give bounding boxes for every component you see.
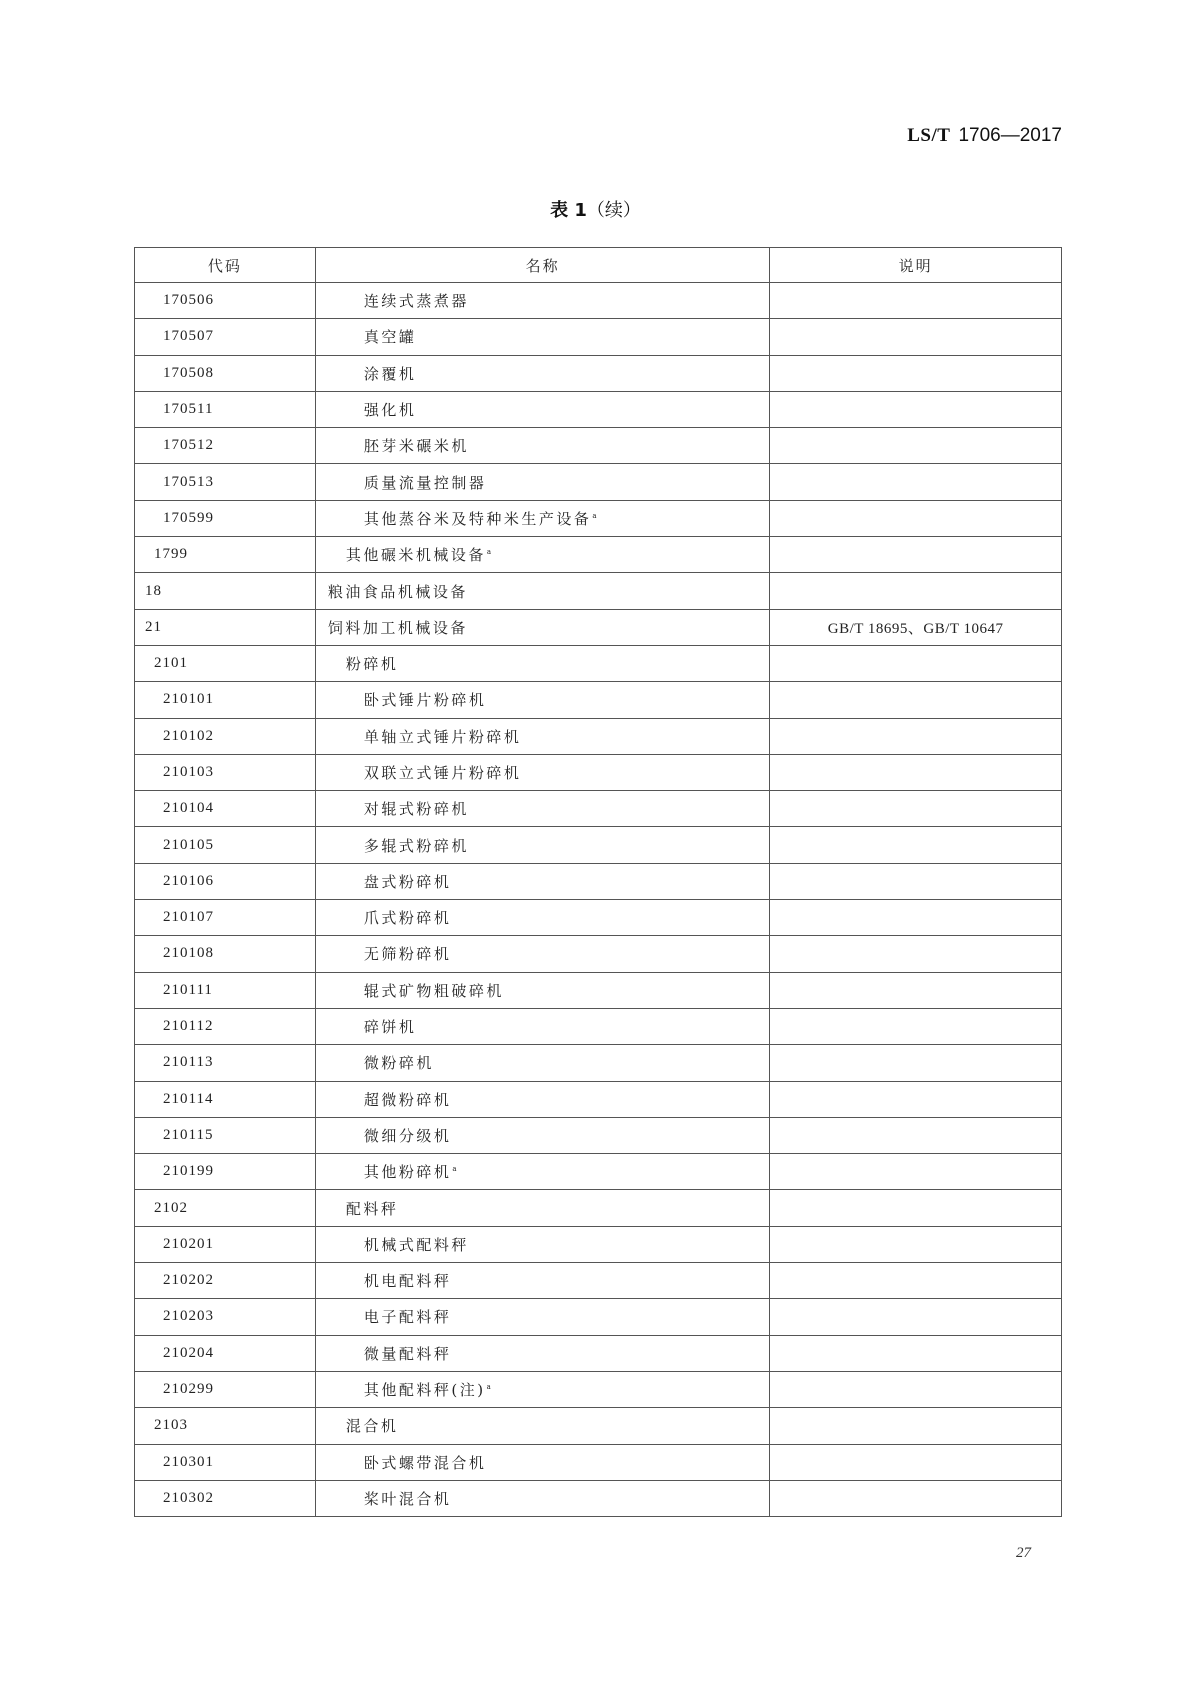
cell-name	[315, 1081, 769, 1117]
cell-note	[770, 428, 1062, 464]
table-row	[135, 863, 1062, 899]
table-row	[135, 464, 1062, 500]
cell-note	[770, 863, 1062, 899]
cell-code: 210204	[135, 1335, 316, 1371]
cell-name-text: 双联立式锤片粉碎机	[363, 764, 522, 782]
table-row	[135, 900, 1062, 936]
table-row	[135, 1335, 1062, 1371]
cell-note	[770, 464, 1062, 500]
cell-name	[315, 500, 769, 536]
cell-name	[315, 863, 769, 899]
table-row	[135, 1444, 1062, 1480]
cell-name	[315, 718, 769, 754]
cell-name-text: 配料秤	[345, 1199, 399, 1218]
cell-note	[770, 1371, 1062, 1407]
cell-code: 210302	[135, 1480, 316, 1516]
column-header-name: 名称	[315, 248, 769, 283]
cell-code: 1799	[135, 537, 316, 573]
cell-note	[770, 972, 1062, 1008]
cell-code: 210108	[135, 936, 316, 972]
cell-name-text: 超微粉碎机	[363, 1090, 452, 1109]
cell-name	[315, 573, 769, 609]
standard-prefix: LS/T	[907, 125, 951, 146]
document-standard-number	[907, 124, 1062, 147]
cell-name	[315, 791, 769, 827]
cell-name	[315, 1008, 769, 1044]
cell-name	[315, 1480, 769, 1516]
cell-note	[770, 1263, 1062, 1299]
table-row	[135, 1371, 1062, 1407]
cell-code: 210113	[135, 1045, 316, 1081]
cell-name-text: 多辊式粉碎机	[363, 836, 469, 855]
cell-name-text: 其他粉碎机	[363, 1163, 452, 1182]
cell-name-text: 微粉碎机	[363, 1054, 434, 1073]
footnote-marker: a	[486, 1383, 491, 1392]
cell-code: 210102	[135, 718, 316, 754]
cell-name	[315, 1226, 769, 1262]
cell-name-text: 粮油食品机械设备	[327, 582, 468, 601]
cell-name	[315, 1263, 769, 1299]
column-header-code: 代码	[135, 248, 316, 283]
cell-note	[770, 791, 1062, 827]
cell-note	[770, 391, 1062, 427]
cell-name-text: 对辊式粉碎机	[363, 800, 469, 819]
cell-code: 210301	[135, 1444, 316, 1480]
cell-note	[770, 1226, 1062, 1262]
cell-name-text: 强化机	[363, 401, 417, 420]
cell-name	[315, 391, 769, 427]
footnote-marker: a	[486, 548, 492, 557]
cell-code: 210199	[135, 1154, 316, 1190]
cell-name-text: 质量流量控制器	[363, 473, 487, 492]
cell-name-text: 单轴立式锤片粉碎机	[363, 727, 522, 746]
table-row	[135, 718, 1062, 754]
table-header-row	[135, 248, 1062, 283]
cell-name	[315, 428, 769, 464]
table-row	[135, 1008, 1062, 1044]
cell-name	[315, 900, 769, 936]
cell-note	[770, 1045, 1062, 1081]
table-row	[135, 1408, 1062, 1444]
cell-note	[770, 319, 1062, 355]
cell-name	[315, 319, 769, 355]
cell-note	[770, 283, 1062, 319]
cell-code: 210104	[135, 791, 316, 827]
table-row	[135, 391, 1062, 427]
cell-name-text: 机械式配料秤	[363, 1235, 469, 1254]
cell-name	[315, 355, 769, 391]
cell-name-text: 涂覆机	[363, 364, 417, 383]
cell-note	[770, 1081, 1062, 1117]
cell-code: 170506	[135, 283, 316, 319]
page-number: 27	[1016, 1545, 1031, 1561]
cell-name	[315, 1299, 769, 1335]
cell-note	[770, 1117, 1062, 1153]
cell-name	[315, 754, 769, 790]
cell-note	[770, 1154, 1062, 1190]
cell-note	[770, 1008, 1062, 1044]
cell-name-text: 无筛粉碎机	[363, 945, 452, 964]
cell-name	[315, 936, 769, 972]
cell-name-text: 其他碾米机械设备	[345, 546, 486, 565]
table-row	[135, 1226, 1062, 1262]
table-row	[135, 1190, 1062, 1226]
cell-code: 210299	[135, 1371, 316, 1407]
cell-name-text: 卧式螺带混合机	[363, 1453, 487, 1472]
table-row	[135, 754, 1062, 790]
cell-name-text: 碎饼机	[363, 1018, 417, 1037]
cell-code: 170508	[135, 355, 316, 391]
cell-note	[770, 754, 1062, 790]
cell-code: 210111	[135, 972, 316, 1008]
cell-note	[770, 718, 1062, 754]
cell-name	[315, 609, 769, 645]
cell-note	[770, 1299, 1062, 1335]
cell-code: 210114	[135, 1081, 316, 1117]
cell-name	[315, 283, 769, 319]
table-row	[135, 573, 1062, 609]
cell-code: 170599	[135, 500, 316, 536]
table-row	[135, 1117, 1062, 1153]
table-title-main: 表 1	[550, 200, 587, 221]
table-body	[135, 283, 1062, 1517]
cell-name	[315, 972, 769, 1008]
cell-note	[770, 1190, 1062, 1226]
table-row	[135, 936, 1062, 972]
cell-name	[315, 1371, 769, 1407]
table-row	[135, 1480, 1062, 1516]
table-row	[135, 319, 1062, 355]
cell-note	[770, 500, 1062, 536]
cell-note	[770, 936, 1062, 972]
footnote-marker: a	[452, 1165, 457, 1174]
table-row	[135, 682, 1062, 718]
table-row	[135, 645, 1062, 681]
standard-number: 1706—2017	[958, 125, 1062, 146]
equipment-code-table	[134, 247, 1062, 1517]
cell-name-text: 粉碎机	[345, 655, 399, 674]
cell-name-text: 辊式矿物粗破碎机	[363, 981, 504, 1000]
cell-code: 2103	[135, 1408, 316, 1444]
cell-name-text: 混合机	[345, 1417, 399, 1436]
cell-code: 210103	[135, 754, 316, 790]
cell-code: 2102	[135, 1190, 316, 1226]
table-row	[135, 609, 1062, 645]
table-row	[135, 972, 1062, 1008]
table-row	[135, 1045, 1062, 1081]
table-row	[135, 500, 1062, 536]
footnote-marker: a	[592, 511, 597, 520]
cell-name	[315, 464, 769, 500]
cell-name	[315, 1190, 769, 1226]
cell-note	[770, 1408, 1062, 1444]
column-header-note: 说明	[770, 248, 1062, 283]
cell-name-text: 机电配料秤	[363, 1272, 452, 1291]
cell-name-text: 其他蒸谷米及特种米生产设备	[363, 509, 592, 528]
cell-note	[770, 682, 1062, 718]
cell-code: 2101	[135, 645, 316, 681]
cell-name	[315, 1154, 769, 1190]
cell-name	[315, 1117, 769, 1153]
cell-code: 210115	[135, 1117, 316, 1153]
cell-name-text: 爪式粉碎机	[363, 909, 452, 928]
cell-name-text: 胚芽米碾米机	[363, 437, 469, 456]
cell-code: 21	[135, 609, 316, 645]
cell-code: 170507	[135, 319, 316, 355]
cell-note	[770, 1480, 1062, 1516]
cell-name	[315, 1444, 769, 1480]
cell-note	[770, 537, 1062, 573]
cell-name-text: 微细分级机	[363, 1126, 452, 1145]
cell-name-text: 其他配料秤(注)	[363, 1381, 486, 1400]
cell-code: 210101	[135, 682, 316, 718]
cell-code: 210202	[135, 1263, 316, 1299]
cell-name	[315, 645, 769, 681]
table-row	[135, 537, 1062, 573]
cell-name-text: 桨叶混合机	[363, 1489, 452, 1508]
cell-note: GB/T 18695、GB/T 10647	[770, 609, 1062, 645]
table-row	[135, 791, 1062, 827]
cell-name-text: 电子配料秤	[363, 1308, 452, 1327]
cell-code: 170512	[135, 428, 316, 464]
cell-name-text: 微量配料秤	[363, 1344, 452, 1363]
cell-name-text: 卧式锤片粉碎机	[363, 691, 487, 710]
cell-name-text: 饲料加工机械设备	[327, 618, 468, 637]
table-row	[135, 1081, 1062, 1117]
table-row	[135, 1154, 1062, 1190]
cell-code: 18	[135, 573, 316, 609]
cell-name	[315, 1408, 769, 1444]
cell-code: 170513	[135, 464, 316, 500]
table-row	[135, 283, 1062, 319]
table-row	[135, 1299, 1062, 1335]
cell-name	[315, 537, 769, 573]
cell-note	[770, 355, 1062, 391]
table-row	[135, 428, 1062, 464]
table-title-continued: （续）	[586, 200, 641, 221]
cell-name	[315, 1335, 769, 1371]
table-row	[135, 355, 1062, 391]
cell-name	[315, 1045, 769, 1081]
cell-name-text: 连续式蒸煮器	[363, 292, 469, 311]
table-title	[0, 196, 1191, 222]
cell-note	[770, 1335, 1062, 1371]
cell-code: 210201	[135, 1226, 316, 1262]
cell-code: 210106	[135, 863, 316, 899]
cell-name-text: 真空罐	[363, 328, 417, 347]
cell-name	[315, 827, 769, 863]
table-row	[135, 827, 1062, 863]
cell-note	[770, 1444, 1062, 1480]
cell-note	[770, 827, 1062, 863]
cell-note	[770, 900, 1062, 936]
cell-code: 210107	[135, 900, 316, 936]
cell-code: 170511	[135, 391, 316, 427]
cell-note	[770, 573, 1062, 609]
cell-name-text: 盘式粉碎机	[363, 872, 452, 891]
cell-code: 210203	[135, 1299, 316, 1335]
cell-note	[770, 645, 1062, 681]
cell-name	[315, 682, 769, 718]
cell-code: 210112	[135, 1008, 316, 1044]
cell-code: 210105	[135, 827, 316, 863]
table-row	[135, 1263, 1062, 1299]
